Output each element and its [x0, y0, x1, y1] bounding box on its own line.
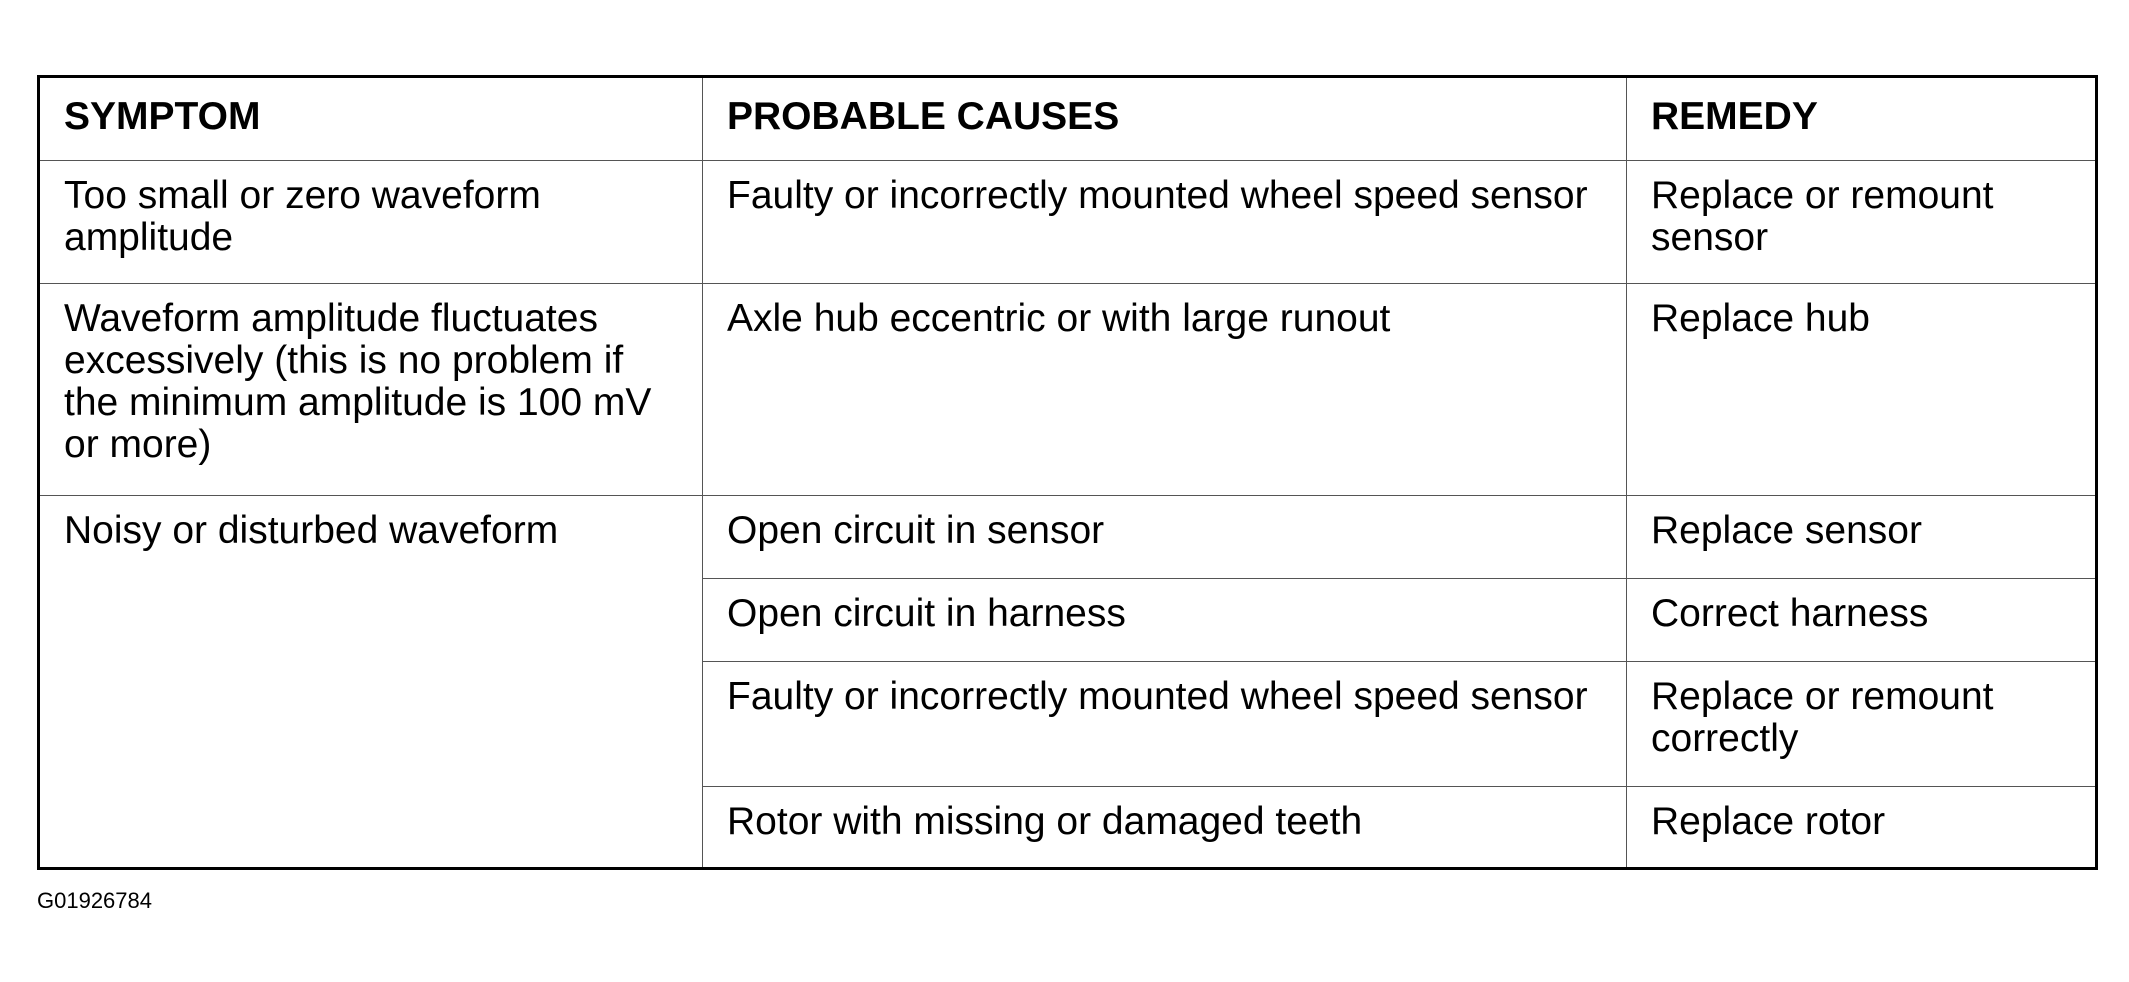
- table-row: [39, 161, 2097, 284]
- symptom-cell: Noisy or disturbed waveform: [39, 496, 703, 869]
- header-probable-causes: PROBABLE CAUSES: [703, 77, 1627, 161]
- remedy-cell: Replace rotor: [1627, 787, 2097, 869]
- cause-cell: Axle hub eccentric or with large runout: [703, 284, 1627, 496]
- header-row: [39, 77, 2097, 161]
- cause-cell: Rotor with missing or damaged teeth: [703, 787, 1627, 869]
- cause-cell: Open circuit in sensor: [703, 496, 1627, 579]
- remedy-cell: Replace or remount correctly: [1627, 662, 2097, 787]
- figure-id: G01926784: [37, 888, 152, 913]
- cause-cell: Open circuit in harness: [703, 579, 1627, 662]
- diagnosis-table: [37, 75, 2098, 870]
- cause-cell: Faulty or incorrectly mounted wheel speed sensor: [703, 161, 1627, 284]
- cause-cell: Faulty or incorrectly mounted wheel speed sensor: [703, 662, 1627, 787]
- remedy-cell: Replace hub: [1627, 284, 2097, 496]
- symptom-cell: Too small or zero waveform amplitude: [39, 161, 703, 284]
- symptom-cell: Waveform amplitude fluctuates excessively (this is no problem if the minimum amplitude is 100 mV or more): [39, 284, 703, 496]
- remedy-cell: Replace or remount sensor: [1627, 161, 2097, 284]
- header-remedy: REMEDY: [1627, 77, 2097, 161]
- remedy-cell: Replace sensor: [1627, 496, 2097, 579]
- header-symptom: SYMPTOM: [39, 77, 703, 161]
- table-row: [39, 496, 2097, 579]
- remedy-cell: Correct harness: [1627, 579, 2097, 662]
- table-row: [39, 284, 2097, 496]
